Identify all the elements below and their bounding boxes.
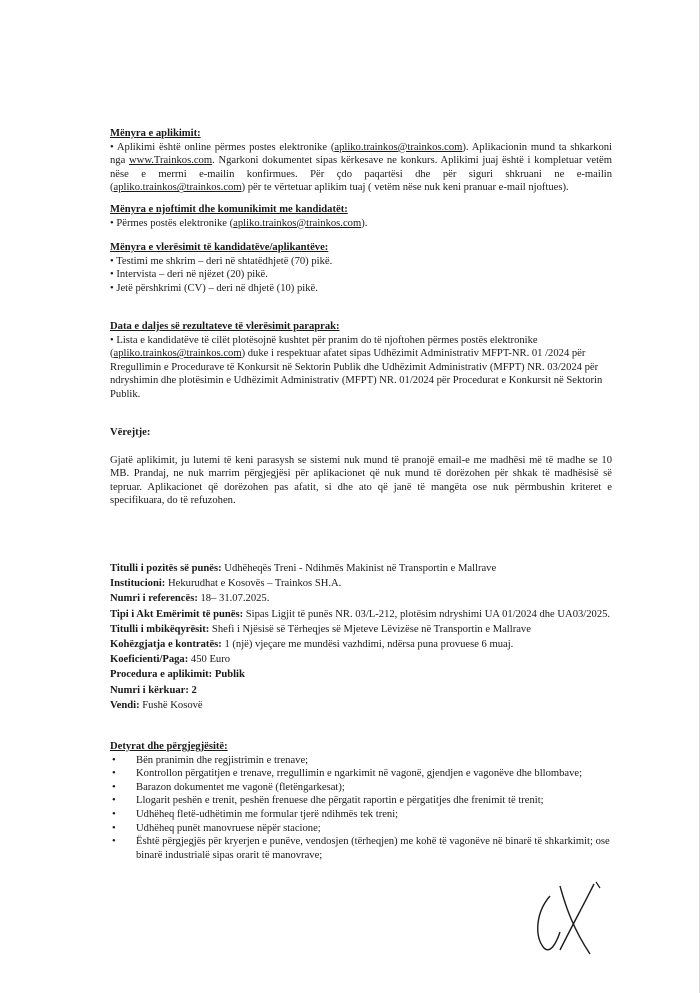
text-segment: . Ngarkoni dokumentet sipas kërkesave ne konkurs. Aplikimi juaj është i kompletuar vetëm nëse e merrni e-mailin konfirmues. Për çdo paqartësi dhe për siguri shkruani ne e-mailin ( [110,155,612,194]
duties-section [110,740,612,862]
duties-list [110,754,612,863]
results-text [110,334,612,402]
evaluation-item: • Intervista – deri në njëzet (20) pikë. [110,269,268,281]
email-link[interactable]: apliko.trainkos@trainkos.com [334,141,463,153]
field-label: Procedura e aplikimit: Publik [110,669,245,681]
field-label: Titulli i mbikëqyrësit: [110,623,210,635]
results-heading: Data e daljes së rezultateve të vlerësimit paraprak: [110,321,340,332]
field-label: Institucioni: [110,578,166,590]
list-item: • Është përgjegjës për kryerjen e punëve, vendosjen (tërheqjen) me kohë të vagonëve në binarë të shkarkimit; ose binarë industrialë sipas orarit të manovrave; [110,835,612,862]
text-segment: • Përmes postës elektronike ( [110,217,234,229]
field-value: Hekurudhat e Kosovës – Trainkos SH.A. [165,578,342,590]
list-item: • Udhëheq punët manovruese nëpër stacione; [110,822,612,836]
field-value: Fushë Kosovë [139,699,203,711]
position-details-section [110,561,612,713]
position-title-row [110,561,612,576]
text-segment: • Lista e kandidatëve të cilët plotësojnë kushtet për pranim do të njoftohen përmes postës elektronike ( [110,334,538,360]
application-method-text [110,141,612,195]
required-number-row [110,683,612,698]
application-method-heading: Mënyra e aplikimit: [110,128,201,139]
field-value: 18– 31.07.2025. [197,593,270,605]
field-label: Koeficienti/Paga: [110,654,189,666]
list-item: • Barazon dokumentet me vagonë (fletëngarkesat); [110,781,612,795]
location-row [110,698,612,713]
field-value: Shefi i Njësisë së Tërheqjes së Mjeteve Lëvizëse në Transportin e Mallrave [209,623,531,635]
remark-text: Gjatë aplikimit, ju lutemi të keni parasysh se sistemi nuk mund të pranojë email-e me madhësi më të madhe se 10 MB. Prandaj, ne nuk marrim përgjegjësi për aplikacionet që nuk mund të dorëzohen për shkak të madhësisë së tepruar. Aplikacionet që dorëzohen pas afatit, si dhe ato që janë të mangëta ose nuk përmbushin kriteret e specifikuara, do të refuzohen. [110,454,612,507]
list-item: • Kontrollon përgatitjen e trenave, rregullimin e ngarkimit në vagonë, gjendjen e vagonëve dhe bllombave; [110,767,612,781]
field-label: Tipi i Akt Emërimit të punës: [110,608,244,620]
field-value: 1 (një) vjeçare me mundësi vazhdimi, ndërsa puna provuese 6 muaj. [221,639,514,651]
email-link[interactable]: apliko.trainkos@trainkos.com [113,348,242,360]
duties-heading: Detyrat dhe përgjegjësitë: [110,741,228,752]
text-segment: ). Aplikacionin mund ta shkarkoni nga [110,141,612,167]
procedure-row [110,667,612,682]
evaluation-item: • Testimi me shkrim – deri në shtatëdhjetë (70) pikë. [110,255,333,267]
remark-heading: Vërejtje: [110,427,151,438]
evaluation-section [110,241,612,295]
email-link[interactable]: apliko.trainkos@trainkos.com [113,182,242,194]
handwritten-signature [530,878,605,958]
field-label: Numri i referencës: [110,593,198,605]
notification-text [110,217,612,231]
supervisor-row [110,622,612,637]
evaluation-item: • Jetë përshkrimi (CV) – deri në dhjetë (10) pikë. [110,282,318,294]
field-label: Numri i kërkuar: 2 [110,684,197,696]
application-method-section [110,127,612,195]
contract-duration-row [110,637,612,652]
list-item: • Udhëheq fletë-udhëtimin me formular tjerë ndihmës tek treni; [110,808,612,822]
results-section [110,320,612,402]
field-value: 450 Euro [188,654,231,666]
field-label: Kohëzgjatja e kontratës: [110,639,222,651]
text-segment: • Aplikimi është online përmes postes elektronike ( [110,141,335,153]
field-label: Vendi: [110,699,140,711]
list-item: • Bën pranimin dhe regjistrimin e trenave; [110,754,612,768]
website-link[interactable]: www.Trainkos.com [129,155,213,167]
email-link[interactable]: apliko.trainkos@trainkos.com [233,217,362,229]
evaluation-heading: Mënyra e vlerësimit të kandidatëve/aplikantëve: [110,242,329,253]
text-segment: ) për te vërtetuar aplikim tuaj ( vetëm nëse nuk keni pranuar e-mail njoftues). [241,182,569,194]
notification-heading: Mënyra e njoftimit dhe komunikimit me kandidatët: [110,204,348,215]
field-label: Titulli i pozitës së punës: [110,563,222,574]
reference-row [110,591,612,606]
text-segment: ) duke i respektuar afatet sipas Udhëzimit Administrativ MFPT-NR. 01 /2024 për Rregullimin e Procedurave të Konkursit në Sektorin Publik dhe Udhëzimit Administrativ (MFPT) NR. 03/2024 për ndryshimin dhe plotësimin e Udhëzimit Administrativ (MFPT) NR. 01/2024 për Procedurat e Konkursit në Sektorin Publik. [110,348,603,400]
text-segment: ). [361,217,368,229]
field-value: Udhëheqës Treni - Ndihmës Makinist në Transportin e Mallrave [221,563,497,574]
list-item: • Llogarit peshën e trenit, peshën frenuese dhe përgatit raportin e përgatitjes dhe frenimit të trenit; [110,794,612,808]
salary-row [110,652,612,667]
appointment-type-row [110,607,612,622]
notification-section [110,203,612,230]
institution-row [110,576,612,591]
field-value: Sipas Ligjit të punës NR. 03/L-212, plotësim ndryshimi UA 01/2024 dhe UA03/2025. [243,608,611,620]
remark-section [110,426,612,508]
